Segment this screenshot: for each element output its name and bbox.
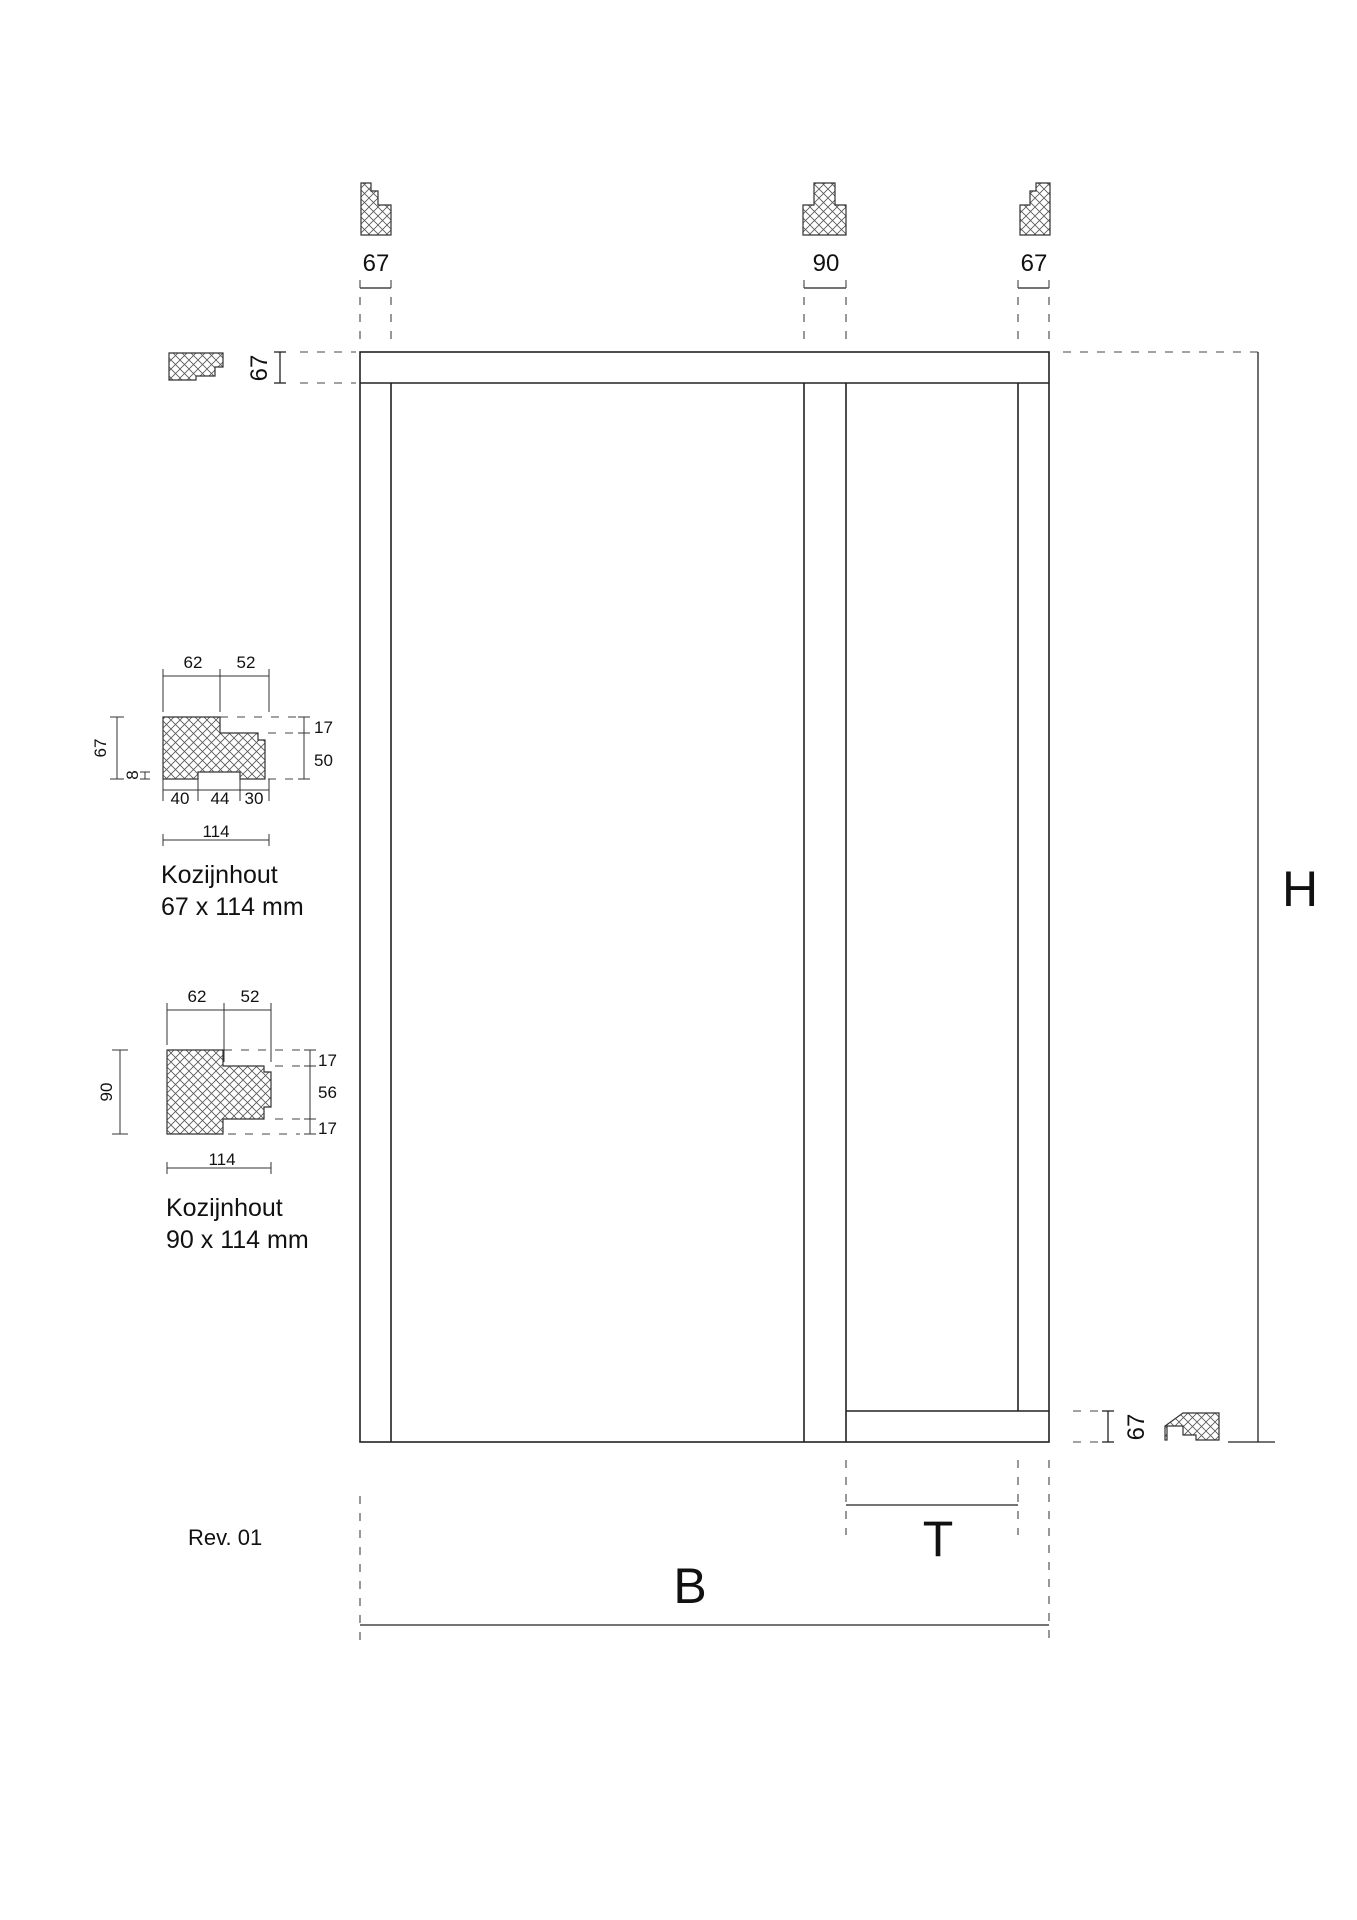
profile-90-top-left: 62 — [187, 987, 207, 1006]
profile-67-right-mid: 50 — [314, 751, 333, 770]
transom-width-label: T — [922, 1511, 954, 1567]
profile-90-top-right: 52 — [240, 987, 260, 1006]
top-profile-icons — [361, 183, 1050, 235]
profile-67-right-top: 17 — [314, 718, 333, 737]
mullion-dimension: 90 — [812, 250, 840, 277]
profile-90-size: 90 x 114 mm — [166, 1226, 309, 1254]
sill-dimension-group — [1073, 1411, 1219, 1442]
profile-section-icon — [1020, 183, 1050, 235]
profile-67-bottom-b: 44 — [210, 789, 230, 808]
profile-67-top-left: 62 — [183, 653, 203, 672]
profile-section-icon — [1165, 1413, 1219, 1440]
head-dimension: 67 — [246, 354, 273, 382]
profile-detail-90x114 — [97, 987, 337, 1254]
right-jamb-dimension: 67 — [1020, 250, 1048, 277]
profile-90-right-top: 17 — [318, 1051, 337, 1070]
profile-67-caption: Kozijnhout — [161, 861, 278, 889]
sill-dimension: 67 — [1123, 1413, 1150, 1441]
profile-section-icon — [803, 183, 846, 235]
profile-67-section — [163, 717, 265, 779]
profile-90-height: 90 — [97, 1082, 116, 1102]
profile-67-size: 67 x 114 mm — [161, 893, 304, 921]
profile-67-height: 67 — [91, 738, 110, 758]
profile-90-total-width: 114 — [208, 1150, 236, 1169]
profile-section-icon — [169, 353, 223, 380]
frame-outline — [360, 352, 1049, 1442]
profile-90-caption: Kozijnhout — [166, 1194, 283, 1222]
profile-67-top-right: 52 — [236, 653, 256, 672]
bottom-dimensions — [360, 1460, 1049, 1645]
top-dimensions — [360, 250, 1049, 348]
head-dimension-group — [169, 352, 356, 383]
height-label: H — [1281, 861, 1319, 917]
profile-67-bottom-a: 40 — [170, 789, 190, 808]
profile-67-groove: 8 — [123, 770, 142, 780]
profile-67-total-width: 114 — [202, 822, 230, 841]
profile-90-section — [167, 1050, 271, 1134]
left-jamb-dimension: 67 — [362, 250, 390, 277]
profile-90-right-mid: 56 — [318, 1083, 337, 1102]
profile-section-icon — [361, 183, 391, 235]
height-dimension-group — [1063, 352, 1318, 1442]
profile-90-right-bottom: 17 — [318, 1119, 337, 1138]
revision-label: Rev. 01 — [188, 1525, 263, 1550]
profile-detail-67x114 — [91, 653, 333, 921]
profile-67-bottom-c: 30 — [244, 789, 264, 808]
main-frame — [360, 352, 1049, 1442]
width-label: B — [673, 1558, 707, 1614]
